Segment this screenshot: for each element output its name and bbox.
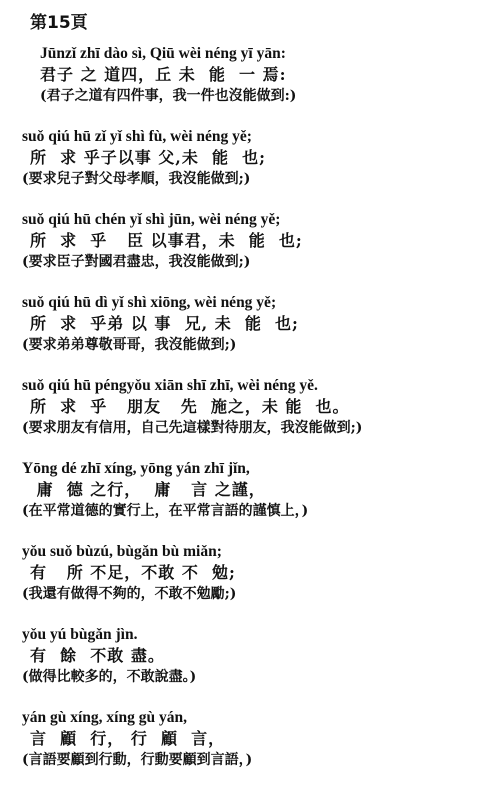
chinese-line: 庸 德 之行， 庸 言 之謹， (30, 480, 266, 499)
chinese-line: 君子 之 道四，丘 未 能 一 焉: (40, 65, 287, 84)
translation-line: (君子之道有四件事，我一件也沒能做到:) (40, 88, 297, 104)
translation-line: (要求臣子對國君盡忠，我沒能做到;) (22, 254, 251, 270)
chinese-line: 所 求 乎弟 以 事 兄, 未 能 也; (30, 314, 299, 333)
pinyin-line: yǒu suǒ bùzú, bùgǎn bù miǎn; (22, 543, 222, 560)
translation-line: (要求朋友有信用，自己先這樣對待朋友，我沒能做到;) (22, 420, 363, 436)
translation-line: (言語要顧到行動，行動要顧到言語，) (22, 752, 253, 768)
chinese-line: 所 求 乎子以事 父,未 能 也; (30, 148, 267, 167)
chinese-line: 有 所 不足，不敢 不 勉; (30, 563, 236, 582)
pinyin-line: suǒ qiú hū péngyǒu xiān shī zhī, wèi néng yě. (22, 377, 318, 394)
translation-line: (我還有做得不夠的，不敢不勉勵;) (22, 586, 237, 602)
translation-line: (做得比較多的，不敢說盡。) (22, 669, 197, 685)
pinyin-line: Yōng dé zhī xíng, yōng yán zhī jǐn, (22, 460, 250, 477)
stanza (22, 376, 492, 439)
chinese-line: 所 求 乎 臣 以事君，未 能 也; (30, 231, 303, 250)
stanza (22, 210, 492, 273)
stanza (22, 127, 492, 190)
chinese-line: 所 求 乎 朋友 先 施之，未 能 也。 (30, 397, 350, 416)
verse-content (22, 44, 492, 791)
stanza (22, 293, 492, 356)
stanza (22, 44, 492, 107)
pinyin-line: suǒ qiú hū chén yǐ shì jūn, wèi néng yě; (22, 211, 281, 228)
stanza (22, 459, 492, 522)
stanza (22, 625, 492, 688)
stanza (22, 708, 492, 771)
pinyin-line: yán gù xíng, xíng gù yán, (22, 709, 187, 726)
pinyin-line: Jūnzǐ zhī dào sì, Qiū wèi néng yī yān: (40, 45, 286, 62)
stanza (22, 542, 492, 605)
pinyin-line: suǒ qiú hū dì yǐ shì xiōng, wèi néng yě; (22, 294, 277, 311)
chinese-line: 有 餘 不敢 盡。 (30, 646, 165, 665)
chinese-line: 言 顧 行， 行 顧 言， (30, 729, 226, 748)
translation-line: (要求兒子對父母孝順，我沒能做到;) (22, 171, 251, 187)
translation-line: (要求弟弟尊敬哥哥，我沒能做到;) (22, 337, 237, 353)
page-number: 第15頁 (30, 13, 88, 33)
translation-line: (在平常道德的實行上，在平常言語的謹慎上，) (22, 503, 309, 519)
pinyin-line: yǒu yú bùgǎn jìn. (22, 626, 138, 643)
pinyin-line: suǒ qiú hū zǐ yǐ shì fù, wèi néng yě; (22, 128, 252, 145)
